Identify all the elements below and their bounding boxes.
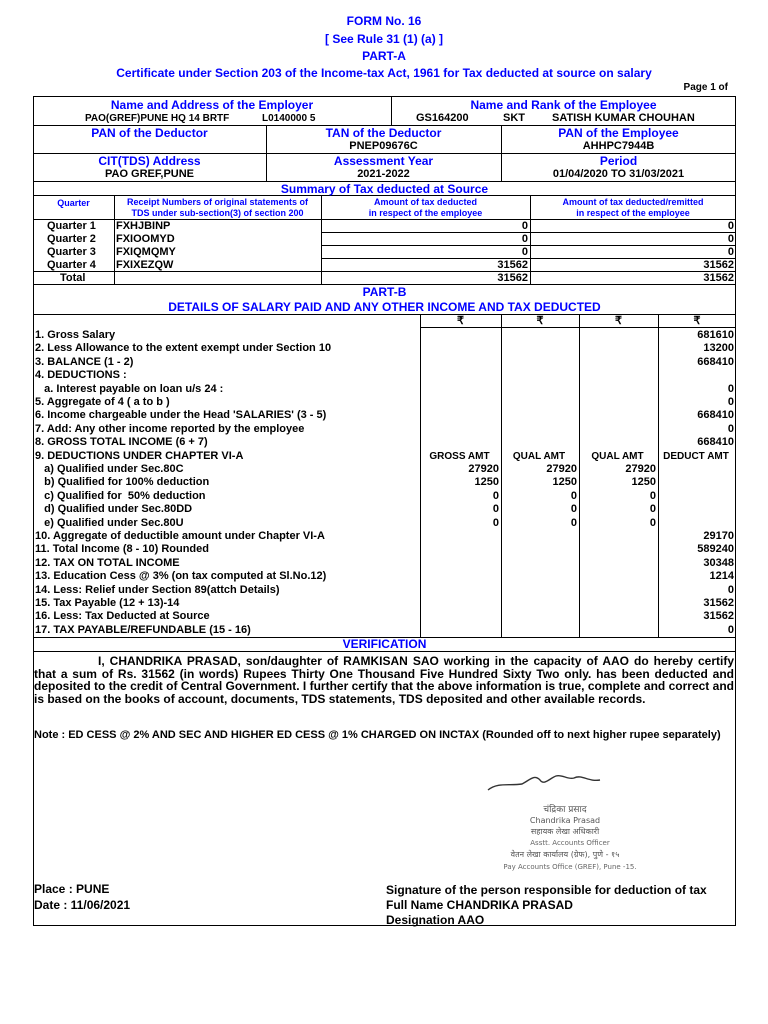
place: Place : PUNE xyxy=(34,882,110,896)
part-b-cell-c4: 29170 xyxy=(703,530,734,542)
summary-remitted: 0 xyxy=(727,246,734,258)
part-b-row-label: 15. Tax Payable (12 + 13)-14 xyxy=(35,597,180,609)
currency-symbol: ₹ xyxy=(536,315,544,327)
summary-deducted: 0 xyxy=(521,233,528,245)
part-b-cell-c2: 0 xyxy=(570,516,577,529)
summary-receipt: FXIQMQMY xyxy=(116,246,176,258)
assessment-year-value: 2021-2022 xyxy=(357,168,410,180)
period-value: 01/04/2020 TO 31/03/2021 xyxy=(552,168,685,180)
part-b-cell-c3: 0 xyxy=(649,489,656,502)
pan-employee-value: AHHPC7944B xyxy=(582,140,655,152)
employer-name: PAO(GREF)PUNE HQ 14 BRTF xyxy=(85,113,230,124)
part-b-row-label: 3. BALANCE (1 - 2) xyxy=(35,355,134,368)
part-b-row-label: 17. TAX PAYABLE/REFUNDABLE (15 - 16) xyxy=(35,623,251,636)
currency-symbol: ₹ xyxy=(457,315,464,327)
summary-receipt: FXIOOMYD xyxy=(116,233,175,245)
part-b-cell-c4: 0 xyxy=(727,396,734,408)
pan-deductor-label: PAN of the Deductor xyxy=(91,126,208,140)
stamp-line-3: सहायक लेखा अधिकारी xyxy=(530,827,600,836)
summary-receipt: FXIXEZQW xyxy=(116,259,174,271)
part-b-cell-c2: QUAL AMT xyxy=(512,450,566,462)
part-b-cell-c1: 0 xyxy=(492,503,499,516)
part-b-cell-c1: 0 xyxy=(492,489,499,502)
designation: Designation AAO xyxy=(386,913,485,927)
stamp-line-6: Pay Accounts Office (GREF), Pune -15. xyxy=(503,863,637,871)
part-b-cell-c3: 1250 xyxy=(631,476,656,489)
summary-receipt: FXHJBINP xyxy=(116,220,171,232)
summary-quarter: Quarter 1 xyxy=(47,220,96,232)
part-b-row-label: 5. Aggregate of 4 ( a to b ) xyxy=(35,396,170,408)
part-a-title: PART-A xyxy=(362,49,406,63)
currency-symbol: ₹ xyxy=(615,315,622,327)
part-b-cell-c2: 1250 xyxy=(552,476,577,489)
part-b-cell-c2: 0 xyxy=(570,503,577,516)
employee-rank: SKT xyxy=(503,112,525,124)
part-b-row-label: d) Qualified under Sec.80DD xyxy=(35,503,193,516)
employee-label: Name and Rank of the Employee xyxy=(470,98,657,112)
part-b-cell-c1: 27920 xyxy=(468,463,499,475)
summary-deducted: 31562 xyxy=(497,259,528,271)
part-b-row-label: c) Qualified for 50% deduction xyxy=(35,489,206,502)
summary-remitted: 0 xyxy=(727,233,734,245)
signature-label: Signature of the person responsible for deduction of tax xyxy=(386,883,707,897)
summary-col-receipt-2: TDS under sub-section(3) of section 200 xyxy=(131,208,304,218)
part-b-row-label: e) Qualified under Sec.80U xyxy=(35,516,184,529)
part-b-row-label: 7. Add: Any other income reported by the employee xyxy=(35,422,305,435)
period-label: Period xyxy=(599,154,638,168)
part-b-cell-c4: 0 xyxy=(727,422,734,435)
summary-col-deducted-1: Amount of tax deducted xyxy=(374,197,477,207)
part-b-cell-c4: 31562 xyxy=(703,597,734,609)
part-b-cell-c1: 1250 xyxy=(474,476,499,489)
part-b-cell-c4: DEDUCT AMT xyxy=(663,450,729,462)
currency-symbol: ₹ xyxy=(693,315,701,327)
summary-col-remitted-1: Amount of tax deducted/remitted xyxy=(562,197,704,207)
part-b-cell-c2: 27920 xyxy=(546,463,577,475)
employee-number: GS164200 xyxy=(416,112,469,124)
summary-col-receipt-1: Receipt Numbers of original statements of xyxy=(126,197,309,207)
summary-quarter: Quarter 3 xyxy=(47,246,96,258)
part-b-cell-c1: 0 xyxy=(492,516,499,529)
part-b-row-label: 1. Gross Salary xyxy=(35,329,116,341)
part-b-row-label: 11. Total Income (8 - 10) Rounded xyxy=(35,543,209,556)
part-b-row-label: 2. Less Allowance to the extent exempt under Section 10 xyxy=(35,342,332,355)
part-b-row-label: 8. GROSS TOTAL INCOME (6 + 7) xyxy=(35,436,208,449)
part-b-cell-c1: GROSS AMT xyxy=(429,450,490,462)
verification-title: VERIFICATION xyxy=(342,637,427,651)
full-name: Full Name CHANDRIKA PRASAD xyxy=(386,898,573,912)
verification-note: Note : ED CESS @ 2% AND SEC AND HIGHER ED CESS @ 1% CHARGED ON INCTAX (Rounded off to next higher rupee separately) xyxy=(34,729,721,741)
assessment-year-label: Assessment Year xyxy=(333,154,434,168)
summary-total-label: Total xyxy=(60,272,86,284)
cit-label: CIT(TDS) Address xyxy=(98,154,201,168)
part-b-cell-c4: 668410 xyxy=(697,436,734,449)
summary-col-quarter: Quarter xyxy=(57,198,90,208)
part-b-cell-c4: 1214 xyxy=(709,570,734,583)
part-b-row-label: a) Qualified under Sec.80C xyxy=(35,463,184,475)
signature-scribble xyxy=(488,776,600,790)
summary-remitted: 0 xyxy=(727,220,734,232)
summary-remitted: 31562 xyxy=(703,259,734,271)
summary-deducted: 0 xyxy=(521,246,528,258)
part-b-cell-c4: 0 xyxy=(727,623,734,636)
page-number: Page 1 of xyxy=(683,82,728,93)
part-b-row-label: 12. TAX ON TOTAL INCOME xyxy=(35,556,180,569)
part-b-title: PART-B xyxy=(362,285,407,299)
stamp-line-1: चंद्रिका प्रसाद xyxy=(543,805,587,815)
part-b-cell-c4: 31562 xyxy=(703,610,734,623)
summary-total-deducted: 31562 xyxy=(497,272,528,284)
employer-code: L0140000 5 xyxy=(262,113,316,124)
date: Date : 11/06/2021 xyxy=(34,898,131,912)
summary-deducted: 0 xyxy=(521,220,528,232)
summary-quarter: Quarter 2 xyxy=(47,233,96,245)
part-b-row-label: 4. DEDUCTIONS : xyxy=(35,369,127,382)
part-b-cell-c4: 668410 xyxy=(697,355,734,368)
part-b-row-label: a. Interest payable on loan u/s 24 : xyxy=(35,382,224,395)
verification-text: I, CHANDRIKA PRASAD, son/daughter of RAMKISAN SAO working in the capacity of AAO do hereby certify that a sum of Rs. 31562 (in words) Rupees Thirty One Thousand Five Hundred Sixty Two only. has been deducted and deposited to the credit of Central Government. I further certify that the above information is true, complete and correct and is based on the books of account, documents, TDS statements, TDS deposited and other available records. xyxy=(34,654,734,706)
part-b-row-label: 14. Less: Relief under Section 89(attch Details) xyxy=(35,583,280,596)
signature-stamp xyxy=(470,768,660,878)
summary-col-deducted-2: in respect of the employee xyxy=(368,208,483,218)
tan-deductor-value: PNEP09676C xyxy=(349,140,418,152)
certificate-title: Certificate under Section 203 of the Income-tax Act, 1961 for Tax deducted at source on salary xyxy=(116,66,652,80)
part-b-cell-c4: 681610 xyxy=(697,329,734,341)
tan-deductor-label: TAN of the Deductor xyxy=(325,126,442,140)
stamp-line-5: वेतन लेखा कार्यालय (ग्रेफ), पुणे - १५ xyxy=(510,850,620,859)
part-b-cell-c2: 0 xyxy=(570,489,577,502)
summary-quarter: Quarter 4 xyxy=(47,259,96,271)
employee-name: SATISH KUMAR CHOUHAN xyxy=(552,112,695,124)
employer-label: Name and Address of the Employer xyxy=(110,98,314,112)
part-b-cell-c3: 27920 xyxy=(625,463,656,475)
part-b-row-label: 6. Income chargeable under the Head 'SALARIES' (3 - 5) xyxy=(35,409,327,422)
part-b-row-label: 16. Less: Tax Deducted at Source xyxy=(35,610,210,623)
stamp-line-4: Asstt. Accounts Officer xyxy=(530,839,610,847)
pan-employee-label: PAN of the Employee xyxy=(558,126,679,140)
part-b-cell-c4: 0 xyxy=(727,382,734,395)
part-b-cell-c3: 0 xyxy=(649,503,656,516)
part-b-cell-c4: 13200 xyxy=(703,342,734,355)
summary-title: Summary of Tax deducted at Source xyxy=(280,182,489,196)
cit-value: PAO GREF,PUNE xyxy=(104,168,195,180)
form-number: FORM No. 16 xyxy=(346,14,422,28)
part-b-row-label: 9. DEDUCTIONS UNDER CHAPTER VI-A xyxy=(35,449,244,462)
part-b-row-label: b) Qualified for 100% deduction xyxy=(35,476,210,489)
part-b-cell-c4: 30348 xyxy=(703,556,734,569)
part-b-cell-c4: 668410 xyxy=(697,409,734,422)
part-b-cell-c4: 0 xyxy=(727,583,734,596)
part-b-cell-c3: 0 xyxy=(649,516,656,529)
part-b-row-label: 10. Aggregate of deductible amount under Chapter VI-A xyxy=(35,530,325,542)
summary-total-remitted: 31562 xyxy=(703,272,734,284)
summary-col-remitted-2: in respect of the employee xyxy=(576,208,690,218)
part-b-cell-c3: QUAL AMT xyxy=(591,450,644,462)
part-b-row-label: 13. Education Cess @ 3% (on tax computed at Sl.No.12) xyxy=(35,570,327,583)
part-b-cell-c4: 589240 xyxy=(697,543,734,556)
form-rule: [ See Rule 31 (1) (a) ] xyxy=(324,32,444,46)
stamp-line-2: Chandrika Prasad xyxy=(529,816,601,825)
part-b-subtitle: DETAILS OF SALARY PAID AND ANY OTHER INCOME AND TAX DEDUCTED xyxy=(168,300,601,314)
